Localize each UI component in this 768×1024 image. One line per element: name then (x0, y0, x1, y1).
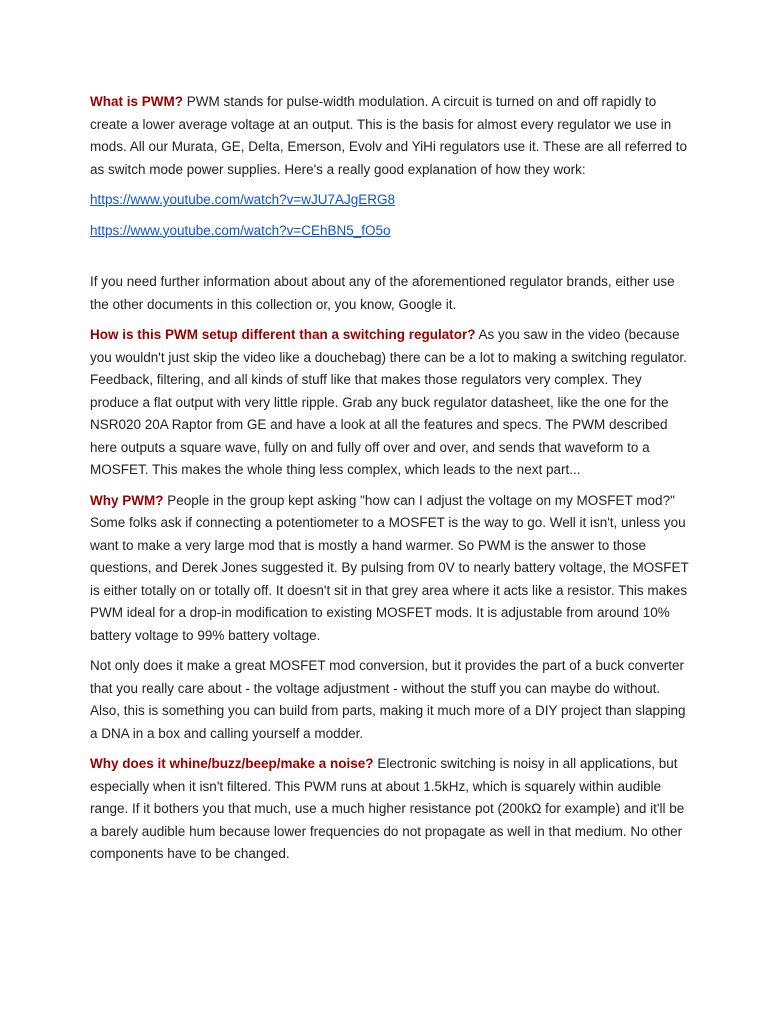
video-link-row-1 (90, 189, 690, 212)
video-link-1[interactable]: https://www.youtube.com/watch?v=wJU7AJgERG8 (90, 192, 396, 207)
what-is-pwm-paragraph (90, 91, 690, 181)
not-only-paragraph: Not only does it make a great MOSFET mod conversion, but it provides the part of a buck converter that you really care about - the voltage adjustment - without the stuff you can maybe do without. Also, this is something you can build from parts, making it much more of a DIY project than slapping a DNA in a box and calling yourself a modder. (90, 658, 686, 741)
document-page (90, 91, 690, 874)
why-pwm-body: People in the group kept asking "how can I adjust the voltage on my MOSFET mod?" Some folks ask if connecting a potentiometer to a MOSFET is the way to go. Well it isn't, unless you want to make a very large mod that is mostly a hand warmer. So PWM is the answer to those questions, and Derek Jones suggested it. By pulsing from 0V to nearly battery voltage, the MOSFET is either totally on or totally off. It doesn't sit in that grey area where it acts like a resistor. This makes PWM ideal for a drop-in modification to existing MOSFET mods. It is adjustable from around 10% battery voltage to 99% battery voltage. (90, 492, 689, 643)
why-whine-paragraph (90, 753, 690, 866)
why-whine-heading: Why does it whine/buzz/beep/make a noise? (90, 756, 374, 771)
why-pwm-paragraph (90, 490, 690, 648)
what-is-pwm-heading: What is PWM? (90, 94, 183, 109)
video-link-2[interactable]: https://www.youtube.com/watch?v=CEhBN5_fO5o (90, 222, 391, 238)
why-whine-body: Electronic switching is noisy in all applications, but especially when it isn't filtered. This PWM runs at about 1.5kHz, which is squarely within audible range. If it bothers you that much, use a much higher resistance pot (200kΩ for example) and it'll be a barely audible hum because lower frequencies do not propagate as well in that medium. No other components have to be changed. (90, 756, 685, 861)
what-is-pwm-body: PWM stands for pulse-width modulation. A circuit is turned on and off rapidly to create a lower average voltage at an output. This is the basis for almost every regulator we use in mods. All our Murata, GE, Delta, Emerson, Evolv and YiHi regulators use it. These are all referred to as switch mode power supplies. Here's a really good explanation of how they work: (90, 94, 688, 177)
why-pwm-heading: Why PWM? (90, 492, 164, 508)
how-different-heading: How is this PWM setup different than a switching regulator? (90, 327, 476, 342)
video-link-row-2 (90, 220, 690, 243)
spacer (90, 250, 690, 271)
how-different-body: As you saw in the video (because you wouldn't just skip the video like a douchebag) there can be a lot to making a switching regulator. Feedback, filtering, and all kinds of stuff like that makes those regulators very complex. They produce a flat output with very little ripple. Grab any buck regulator datasheet, like the one for the NSR020 20A Raptor from GE and have a look at all the features and specs. The PWM described here outputs a square wave, fully on and fully off over and over, and sends that waveform to a MOSFET. This makes the whole thing less complex, which leads to the next part... (90, 327, 687, 477)
further-info-paragraph: If you need further information about about any of the aforementioned regulator brands, either use the other documents in this collection or, you know, Google it. (90, 274, 675, 312)
how-different-paragraph (90, 324, 690, 482)
